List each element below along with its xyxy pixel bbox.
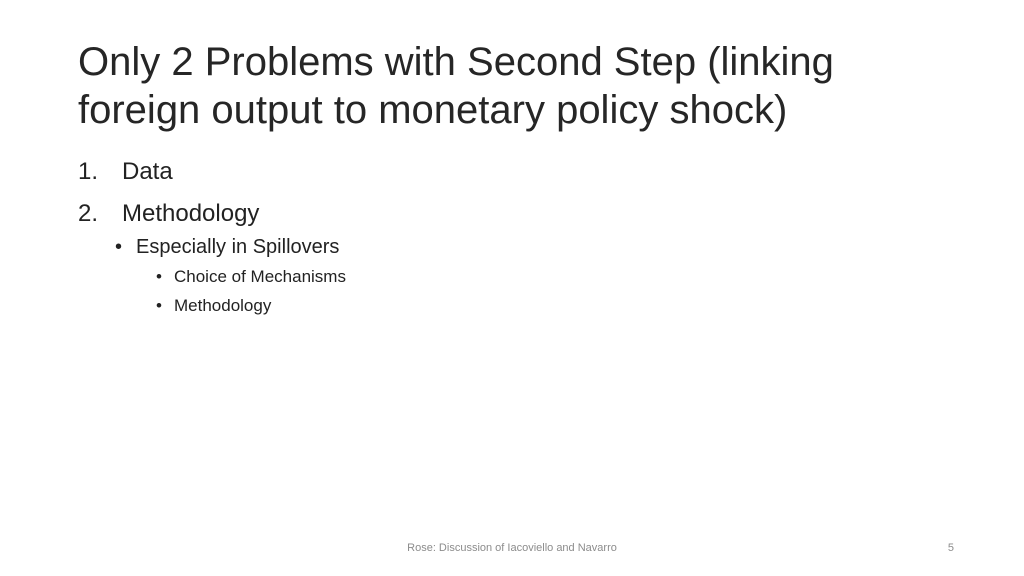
bullet-icon: • bbox=[115, 236, 123, 258]
bullet-icon: • bbox=[156, 296, 162, 315]
item-text: Data bbox=[122, 158, 173, 185]
bullet-text: Especially in Spillovers bbox=[136, 236, 340, 258]
numbered-item-methodology bbox=[78, 198, 938, 230]
bullet-item-spillovers bbox=[78, 234, 938, 260]
item-number: 1. bbox=[78, 158, 99, 185]
slide-content bbox=[78, 156, 938, 324]
bullet-item-methodology bbox=[78, 295, 938, 317]
numbered-item-data bbox=[78, 156, 938, 188]
bullet-text: Methodology bbox=[174, 296, 272, 315]
item-number: 2. bbox=[78, 200, 99, 227]
bullet-text: Choice of Mechanisms bbox=[174, 267, 346, 286]
bullet-icon: • bbox=[156, 267, 162, 286]
item-text: Methodology bbox=[122, 200, 260, 227]
slide-footer: Rose: Discussion of Iacoviello and Navarro bbox=[407, 542, 617, 554]
page-number: 5 bbox=[947, 542, 954, 554]
slide-title: Only 2 Problems with Second Step (linking foreign output to monetary policy shock) bbox=[78, 40, 834, 132]
bullet-item-mechanisms bbox=[78, 266, 938, 288]
